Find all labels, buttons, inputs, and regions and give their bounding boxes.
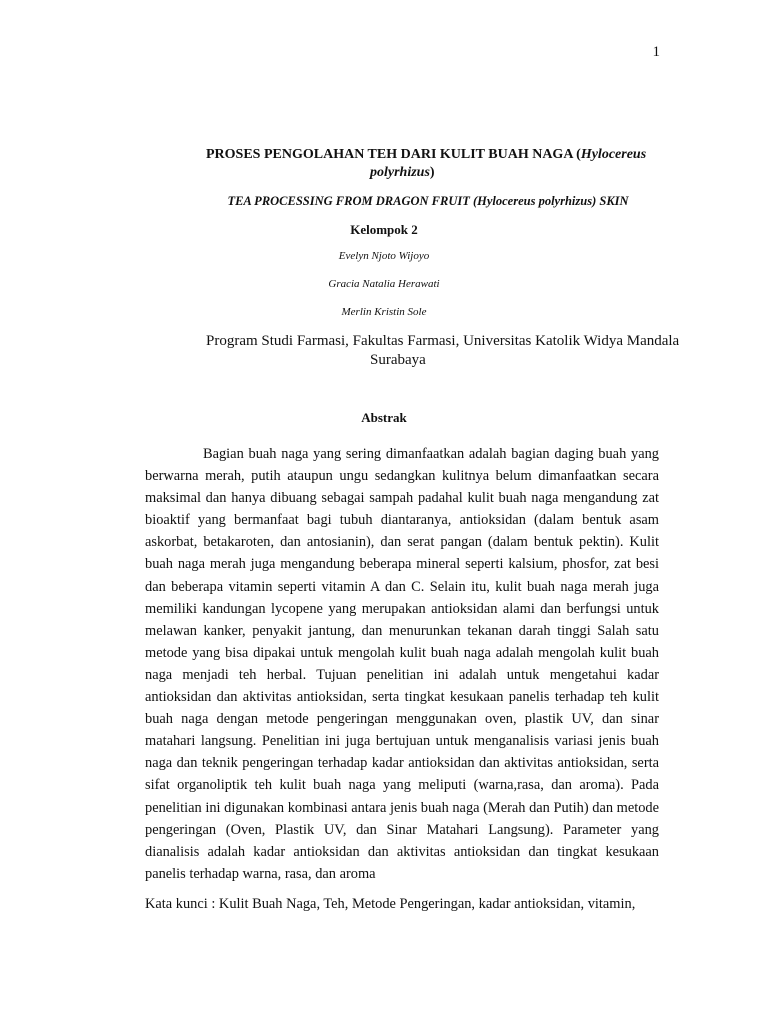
author-name: Gracia Natalia Herawati — [328, 278, 440, 290]
affiliation-line-2: Surabaya — [370, 352, 426, 368]
keywords: Kata kunci : Kulit Buah Naga, Teh, Metode Pengeringan, kadar antioksidan, vitamin, — [145, 896, 636, 912]
affiliation-line-1: Program Studi Farmasi, Fakultas Farmasi, Universitas Katolik Widya Mandala — [206, 333, 680, 349]
abstract-heading: Abstrak — [361, 410, 407, 425]
page-number: 1 — [652, 44, 660, 60]
title-prefix: PROSES PENGOLAHAN TEH DARI KULIT BUAH NAGA ( — [206, 147, 581, 162]
paper-title — [206, 146, 656, 182]
author-name: Evelyn Njoto Wijoyo — [338, 250, 430, 262]
affiliation — [206, 332, 680, 370]
author-name: Merlin Kristin Sole — [341, 306, 427, 318]
title-line-1 — [206, 146, 656, 164]
title-species-epithet: polyrhizus — [370, 165, 430, 180]
group-name: Kelompok 2 — [350, 222, 418, 237]
title-species-genus: Hylocereus — [580, 147, 647, 162]
title-suffix: ) — [429, 165, 435, 180]
abstract-body: Bagian buah naga yang sering dimanfaatkan adalah bagian daging buah yang berwarna merah, putih ataupun ungu sedangkan kulitnya belum dimanfaatkan secara maksimal dan hanya dibuang sebagai sampah padahal kulit buah naga mengandung zat bioaktif yang bermanfaat bagi tubuh diantaranya, antioksidan (dalam bentuk asam askorbat, betakaroten, dan antosianin), dan serat pangan (dalam bentuk pektin). Kulit buah naga merah juga mengandung beberapa mineral seperti kalsium, phosfor, zat besi dan beberapa vitamin seperti vitamin A dan C. Selain itu, kulit buah naga merah juga memiliki kandungan lycopene yang merupakan antioksidan alami dan berfungsi untuk melawan kanker, penyakit jantung, dan menurunkan tekanan darah tinggi Salah satu metode yang bisa dipakai untuk mengolah kulit buah naga adalah mengolah kulit buah naga menjadi teh herbal. Tujuan penelitian ini adalah untuk mengetahui kadar antioksidan dan aktivitas antioksidan, serta tingkat kesukaan panelis terhadap teh kulit buah naga dengan metode pengeringan menggunakan oven, plastik UV, dan sinar matahari langsung. Penelitian ini juga bertujuan untuk menganalisis variasi jenis buah naga dan teknik pengeringan terhadap kadar antioksidan dan aktivitas antioksidan, serta sifat organoliptik teh kulit buah naga yang meliputi (warna,rasa, dan aroma). Pada penelitian ini digunakan kombinasi antara jenis buah naga (Merah dan Putih) dan metode pengeringan (Oven, Plastik UV, dan Sinar Matahari Langsung). Parameter yang dianalisis adalah kadar antioksidan dan aktivitas antioksidan dan tingkat kesukaan panelis terhadap warna, rasa, dan aroma — [145, 446, 659, 882]
title-line-2 — [206, 164, 656, 182]
english-subtitle: TEA PROCESSING FROM DRAGON FRUIT (Hylocereus polyrhizus) SKIN — [227, 194, 629, 208]
